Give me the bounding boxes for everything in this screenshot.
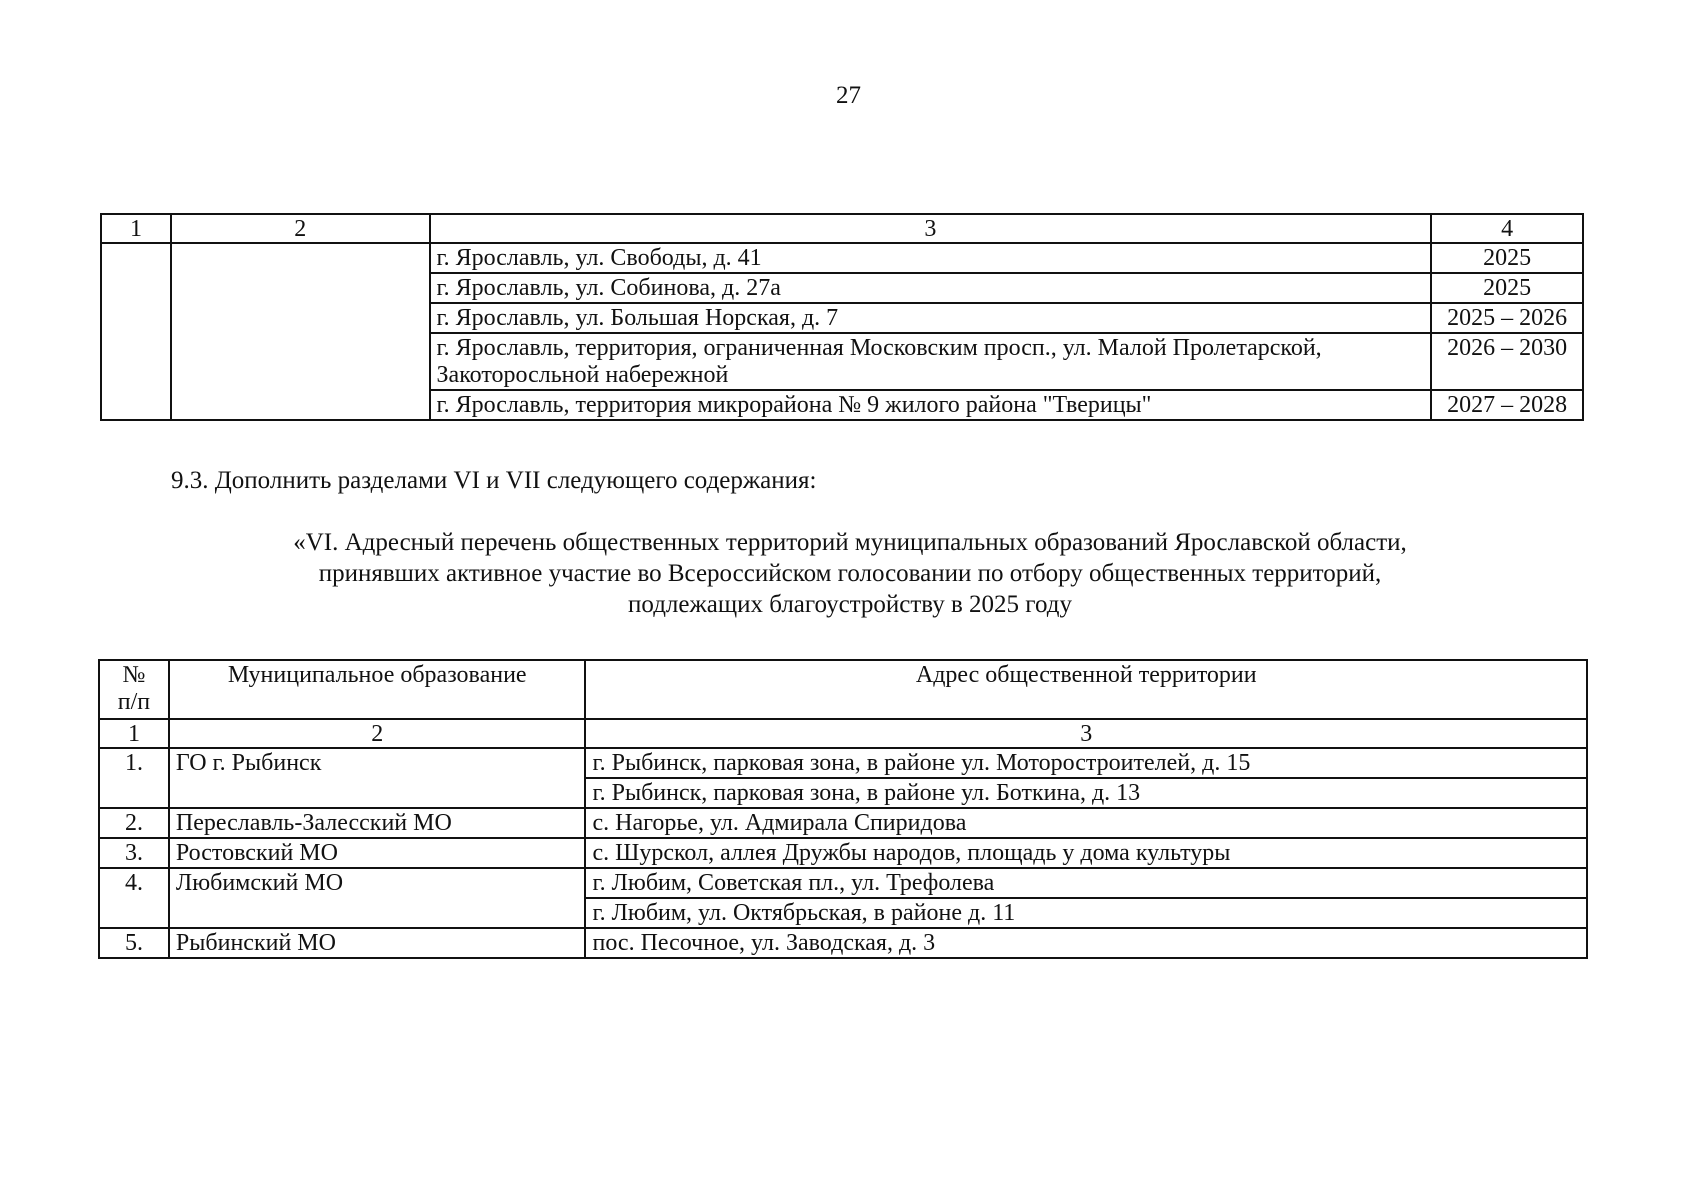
address-cell: г. Любим, Советская пл., ул. Трефолева: [585, 868, 1587, 898]
continued-address-table: [100, 213, 1584, 421]
address-cell: с. Шурскол, аллея Дружбы народов, площадь у дома культуры: [585, 838, 1587, 868]
address-cell: с. Нагорье, ул. Адмирала Спиридова: [585, 808, 1587, 838]
table-row: [99, 838, 1587, 868]
column-number-cell: 2: [171, 214, 430, 243]
address-cell: г. Ярославль, ул. Большая Норская, д. 7: [430, 303, 1432, 333]
column-number-cell: 3: [430, 214, 1432, 243]
year-cell: 2025: [1431, 243, 1583, 273]
table-row: [99, 928, 1587, 958]
public-territories-table: [98, 659, 1588, 959]
section-heading-line: «VI. Адресный перечень общественных территорий муниципальных образований Ярославской области,: [293, 529, 1407, 556]
year-cell: 2026 – 2030: [1431, 333, 1583, 390]
section-heading: [140, 527, 1560, 620]
section-heading-line: подлежащих благоустройству в 2025 году: [628, 591, 1072, 618]
column-number-cell: 3: [585, 719, 1587, 748]
municipality-cell: ГО г. Рыбинск: [169, 748, 586, 808]
year-cell: 2027 – 2028: [1431, 390, 1583, 420]
row-number-cell: 3.: [99, 838, 169, 868]
empty-number-cell: [101, 243, 171, 420]
column-number-cell: 4: [1431, 214, 1583, 243]
year-cell: 2025 – 2026: [1431, 303, 1583, 333]
amendment-paragraph: 9.3. Дополнить разделами VI и VII следующего содержания:: [171, 467, 817, 494]
column-number-cell: 1: [101, 214, 171, 243]
column-number-cell: 1: [99, 719, 169, 748]
address-cell: г. Рыбинск, парковая зона, в районе ул. Моторостроителей, д. 15: [585, 748, 1587, 778]
row-number-cell: 4.: [99, 868, 169, 928]
table-row: [99, 808, 1587, 838]
header-number-line: №: [122, 662, 146, 688]
page-number: 27: [836, 82, 861, 109]
row-number-cell: 2.: [99, 808, 169, 838]
row-number-cell: 1.: [99, 748, 169, 808]
municipality-cell: Рыбинский МО: [169, 928, 586, 958]
section-heading-line: принявших активное участие во Всероссийском голосовании по отбору общественных территорий,: [318, 560, 1382, 587]
table-row: [99, 868, 1587, 898]
empty-municipality-cell: [171, 243, 430, 420]
address-cell: г. Ярославль, территория, ограниченная Московским просп., ул. Малой Пролетарской, Закоторосльной набережной: [430, 333, 1432, 390]
address-cell: г. Ярославль, ул. Свободы, д. 41: [430, 243, 1432, 273]
header-number-line: п/п: [117, 689, 151, 715]
column-number-cell: 2: [169, 719, 586, 748]
address-cell: г. Ярославль, ул. Собинова, д. 27а: [430, 273, 1432, 303]
row-number-cell: 5.: [99, 928, 169, 958]
header-address: Адрес общественной территории: [585, 660, 1587, 719]
table-row: [99, 748, 1587, 778]
column-number-row: [99, 719, 1587, 748]
address-cell: пос. Песочное, ул. Заводская, д. 3: [585, 928, 1587, 958]
address-cell: г. Рыбинск, парковая зона, в районе ул. Боткина, д. 13: [585, 778, 1587, 808]
address-cell: г. Ярославль, территория микрорайона № 9 жилого района "Тверицы": [430, 390, 1432, 420]
year-cell: 2025: [1431, 273, 1583, 303]
column-number-row: [101, 214, 1583, 243]
municipality-cell: Любимский МО: [169, 868, 586, 928]
header-municipality: Муниципальное образование: [169, 660, 586, 719]
municipality-cell: Переславль-Залесский МО: [169, 808, 586, 838]
header-row: [99, 660, 1587, 719]
municipality-cell: Ростовский МО: [169, 838, 586, 868]
header-number: [99, 660, 169, 719]
address-cell: г. Любим, ул. Октябрьская, в районе д. 11: [585, 898, 1587, 928]
table-row: [101, 243, 1583, 273]
